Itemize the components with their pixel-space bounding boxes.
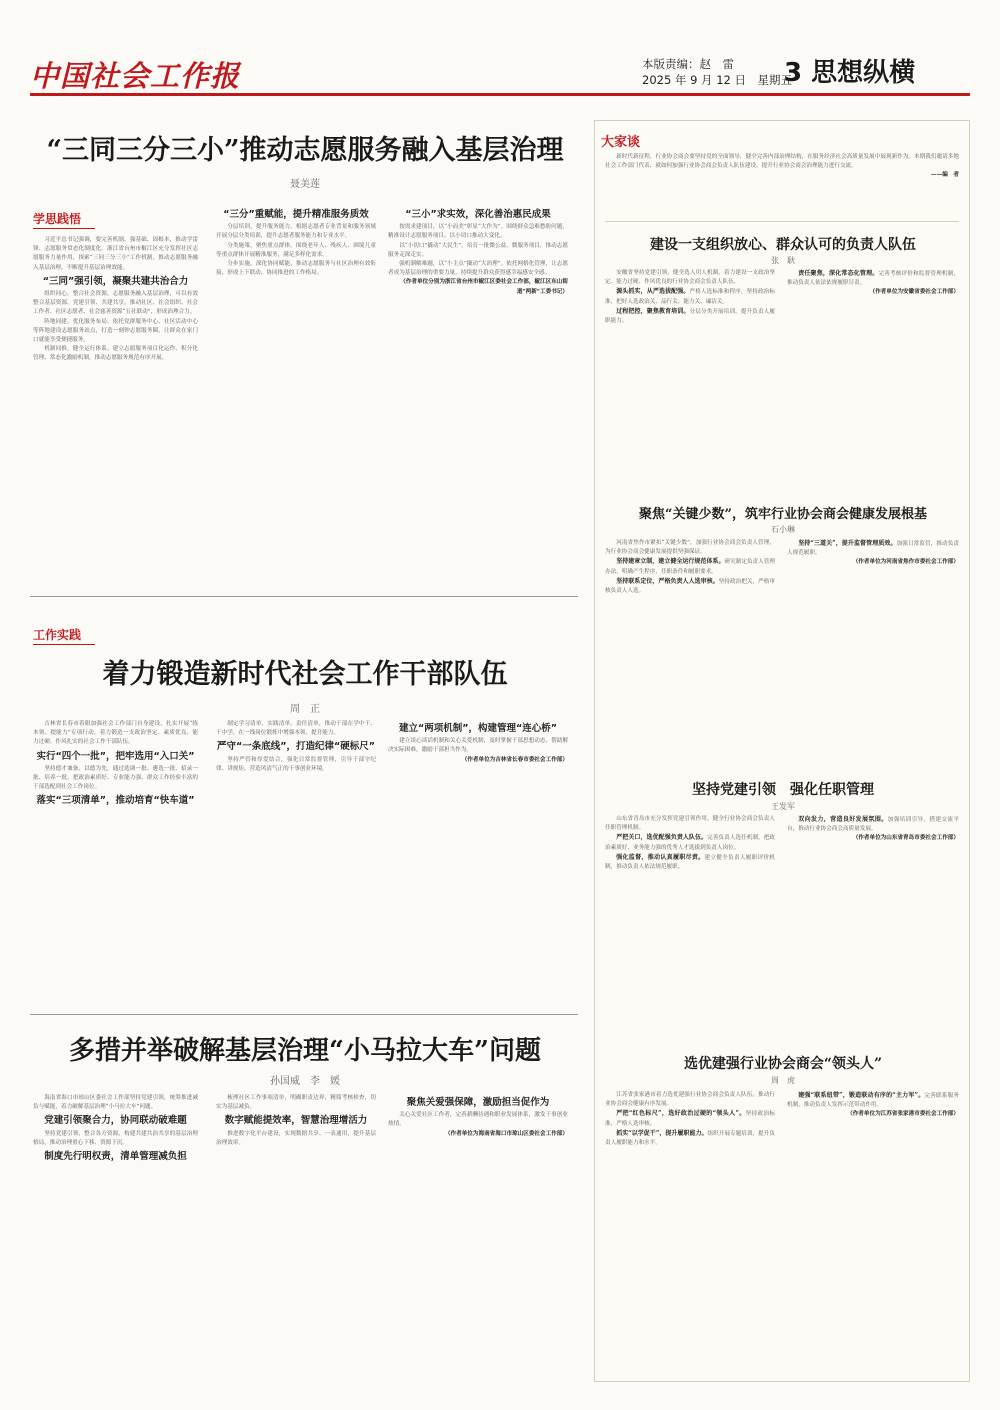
sidebar-s2-title: 聚焦“关键少数”，筑牢行业协会商会健康发展根基 [639, 507, 927, 522]
sidebar-s1-col2: 责任聚焦，深化常态化管理。完善考核评价和监督管理机制，推动负责人依法依规履职尽责。 （作者单位为安徽省委社会工作部） [787, 269, 959, 481]
article1-h1: “三同”强引领，凝聚共建共治合力 [42, 275, 189, 287]
sidebar-s3-author: 王发军 [771, 802, 795, 811]
sidebar-s3-col1: 山东省青岛市充分发挥党建引领作用，健全行业协会商会负责人任职管理机制。 严把关口，选优配强负责人队伍。完善负责人选任机制，把政治素质好、业务能力强的优秀人才选拔到负责人岗位。 强化监督，推动认真履职尽责。建立健全负责人履职评价机制，推动负责人依法规范履职。 [605, 816, 775, 871]
sidebar-s1-h1: 源头抓实，从严选拔配强。 [616, 288, 690, 296]
sidebar-s2-col1: 河南省焦作市紧扣“关键少数”，加强行业协会商会负责人管理，为行业协会商会健康发展提供坚强保证。 坚持建章立制，建立健全运行规范体系。研究制定负责人管理办法，明确产生程序、任职条件和履职要求。 坚持联系定位，严格负责人人选审核。坚持政治把关，严格审核负责人人选。 [605, 540, 775, 595]
article3-author: 孙国威 李 媛 [270, 1076, 340, 1087]
newspaper-logo: 中国社会工作报 [30, 59, 241, 93]
article3-h2: 制度先行明权责，清单管理减负担 [44, 1151, 187, 1163]
article1-column-label: 学思践悟 [33, 212, 82, 226]
sidebar-s4-col2: 建强“联系纽带”，锻造联动有序的“主力军”。完善联系服务机制，推动负责人发挥示范带动作用。 （作者单位为江苏省张家港市委社会工作部） [787, 1091, 959, 1371]
article2-author: 周 正 [290, 704, 320, 715]
sidebar-s3-h1: 严把关口，选优配强负责人队伍。 [616, 834, 708, 842]
article3-col2: 梳理社区工作事项清单，明确职责边界，精简考核检查，切实为基层减负。 数字赋能提效率，智慧治理增活力 推进数字化平台建设，实现数据共享、一表通用，提升基层治理效率。 [216, 1095, 376, 1146]
article2-col1: 吉林省长春市着眼加强社会工作部门自身建设，扎实开展“练本领、提能力”专项行动，着力锻造一支政治坚定、素质优良、能力过硬、作风扎实的社会工作干部队伍。 实行“四个一批”，把牢选用“入口关” 坚持德才兼备、以德为先，通过选调一批、遴选一批、招录一批、培养一批，把政治素质好、专业能力强、群众工作经验丰富的干部选配到社会工作岗位。 落实“三项清单”，推动培育“快车道” [33, 721, 198, 807]
article3-h1: 党建引领聚合力，协同联动破难题 [44, 1115, 187, 1127]
sidebar-s2-sign: （作者单位为河南省焦作市委社会工作部） [852, 559, 959, 566]
sidebar-intro: 新时代新征程，行业协会商会要坚持党的全面领导，健全完善内部治理结构，在服务经济社会高质量发展中展现新作为。本期我们邀请多地社会工作部门代表，就如何加强行业协会商会负责人队伍建设、提升行业协会商会治理能力进行交流。 ——编 者 [605, 153, 959, 211]
sidebar-s3-h2: 强化监督，推动认真履职尽责。 [616, 853, 705, 861]
sidebar-s1-h2: 过程把控，聚焦教育培训。 [616, 307, 690, 315]
sidebar-s2-h2: 坚持联系定位，严格负责人人选审核。 [616, 577, 719, 585]
sidebar-intro-rule [605, 221, 959, 222]
article1-bottom-rule [30, 596, 578, 597]
article1-title: “三同三分三小”推动志愿服务融入基层治理 [46, 135, 564, 166]
sidebar-s4-col1: 江苏省张家港市着力选优建强行业协会商会负责人队伍，推动行业协会商会健康有序发展。 严把“红色标尺”，选好政治过硬的“领头人”。坚持政治标准，严格人选审核。 抓实“以学促干”，提升履职能力。组织开展专题培训，提升负责人履职能力和水平。 [605, 1092, 775, 1147]
article2-signature: （作者单位为吉林省长春市委社会工作部） [461, 756, 568, 763]
sidebar-s3-h3: 双向发力，营造良好发展氛围。 [798, 816, 888, 823]
article3-col1: 海南省海口市琼山区委社会工作部坚持党建引领，统筹推进减负与赋能，着力破解基层治理“小马拉大车”问题。 党建引领聚合力，协同联动破难题 坚持党建引领，整合各方资源，构建共建共治共享的基层治理格局，推动治理重心下移、资源下沉。 制度先行明权责，清单管理减负担 [33, 1095, 198, 1163]
sidebar-s4-title: 选优建强行业协会商会“领头人” [683, 1056, 883, 1072]
article2-col3: 建立“两项机制”，构建管理“连心桥” 建立谈心谈话机制和关心关爱机制，及时掌握干部思想动态，帮助解决实际困难，激励干部担当作为。 （作者单位为吉林省长春市委社会工作部） [388, 720, 568, 1010]
masthead-divider [30, 93, 970, 96]
sidebar-s1-title: 建设一支组织放心、群众认可的负责人队伍 [650, 237, 916, 253]
sidebar-s2-col2: 坚持“三道关”，提升监督管理质效。加强日常监管，推动负责人规范履职。 （作者单位为河南省焦作市委社会工作部） [787, 539, 959, 761]
article3-signature: （作者单位为海南省海口市琼山区委社会工作部） [444, 1130, 568, 1137]
sidebar-s1-col1: 安徽省坚持党建引领，健全选人用人机制，着力建设一支政治坚定、能力过硬、作风优良的行业协会商会负责人队伍。 源头抓实，从严选拔配强。严格人选标准和程序，坚持政治标准，把好人选政治关、品行关、能力关、廉洁关。 过程把控，聚焦教育培训。分层分类开展培训，提升负责人履职能力。 [605, 270, 775, 325]
issue-date: 2025 年 9 月 12 日 星期五 [642, 73, 792, 87]
sidebar-s2-h1: 坚持建章立制，建立健全运行规范体系。 [616, 558, 725, 566]
sidebar-s2-author: 石小琳 [771, 525, 795, 534]
article2-h4: 建立“两项机制”，构建管理“连心桥” [399, 723, 557, 734]
article2-column-label: 工作实践 [33, 628, 82, 642]
sidebar-s3-col2: 双向发力，营造良好发展氛围。加强培训引导，搭建交流平台，推动行业协会商会高质量发展。 （作者单位为山东省青岛市委社会工作部） [787, 815, 959, 1043]
article2-title: 着力锻造新时代社会工作干部队伍 [102, 659, 508, 690]
discussion-sidebar [594, 120, 970, 1382]
article1-column-rule [33, 228, 95, 229]
article3-col3: 聚焦关爱强保障，激励担当促作为 关心关爱社区工作者，完善薪酬待遇和职业发展体系，激发干事创业热情。 （作者单位为海南省海口市琼山区委社会工作部） [388, 1094, 568, 1384]
sidebar-label: 大家谈 [601, 135, 641, 150]
article1-col2: “三分”重赋能，提升精准服务质效 分层培训，提升服务能力。根据志愿者专业背景和服务领域开展分层分类培训，提升志愿者服务能力和专业水平。 分类施策，聚焦重点群体。围绕老年人、残疾人、困境儿童等重点群体开展精准服务，满足多样化需求。 分步实施，深化协同赋能。推动志愿服务与社区治理有效衔接，形成上下联动、协同推进的工作格局。 [216, 209, 376, 277]
sidebar-s4-sign: （作者单位为江苏省张家港市委社会工作部） [847, 1111, 959, 1118]
sidebar-s4-author: 周 虎 [771, 1076, 795, 1085]
article2-bottom-rule [30, 1014, 578, 1015]
sidebar-s4-h2: 抓实“以学促干”，提升履职能力。 [616, 1129, 708, 1137]
article2-h1: 实行“四个一批”，把牢选用“入口关” [36, 750, 195, 762]
article2-h2: 落实“三项清单”，推动培育“快车道” [36, 795, 195, 807]
sidebar-intro-sign: ——编 者 [931, 172, 959, 179]
sidebar-s2-h3: 坚持“三道关”，提升监督管理质效。 [798, 540, 897, 547]
sidebar-s3-sign: （作者单位为山东省青岛市委社会工作部） [852, 835, 959, 842]
issue-meta [642, 56, 792, 88]
page-section-title: 3 思想纵横 [784, 58, 916, 88]
page-editor: 本版责编：赵 雷 [642, 57, 734, 71]
sidebar-s1-author: 张 耿 [771, 256, 795, 265]
article3-h4: 聚焦关爱强保障，激励担当促作为 [406, 1097, 550, 1108]
article1-signature: （作者单位分别为浙江省台州市椒江区委社会工作部，椒江区东山街道“两新”工委书记） [400, 279, 568, 295]
article1-col3: “三小”求实效，深化善治惠民成果 按需求建项目，以“小而美”彰显“大作为”。围绕群众急难愁盼问题，精准设计志愿服务项目，以小切口推动大变化。 以“小切口”撬动“大民生”。培育一批微公益、微服务项目，推动志愿服务走深走实。 强机制解难题，以“小主点”撬动“大治理”。依托网格化管理，让志愿者成为基层治理的重要力量，持续提升群众获得感幸福感安全感。 （作者单位分别为浙江省台州市椒江区委社会工作部，椒江区东山街道“两新”工委书记） [388, 206, 568, 588]
sidebar-s4-h3: 建强“联系纽带”，锻造联动有序的“主力军”。 [798, 1092, 925, 1099]
article3-h3: 数字赋能提效率，智慧治理增活力 [224, 1115, 368, 1127]
article2-col2: 制定学习清单、实践清单、责任清单，推动干部在学中干、干中学，在一线岗位锻炼中增强本领、提升能力。 严守“一条底线”，打造纪律“硬标尺” 坚持严管和厚爱结合，强化日常监督管理，引导干部守纪律、讲规矩，营造风清气正的干事创业环境。 [216, 721, 376, 772]
article3-title: 多措并举破解基层治理“小马拉大车”问题 [69, 1036, 541, 1066]
sidebar-s4-h1: 严把“红色标尺”，选好政治过硬的“领头人”。 [616, 1110, 746, 1118]
sidebar-s3-title: 坚持党建引领 强化任职管理 [692, 782, 874, 798]
article1-author: 聂美莲 [290, 179, 320, 190]
article1-col1: 习近平总书记强调，要完善机制、强基础、固根本，推动学雷锋、志愿服务常态化制度化。浙江省台州市椒江区充分发挥社区志愿服务力量作用，探索“三同三分三小”工作机制，推动志愿服务融入基层治理，不断提升基层治理效能。 “三同”强引领，凝聚共建共治合力 组织同心，整合社会资源。志愿服务融入基层治理，可以有效整合基层资源。党建引领、共建共享，推动社区、社会组织、社会工作者、社区志愿者、社会慈善资源“五社联动”，形成治理合力。 阵地同建，优化服务布局。依托党群服务中心、社区活动中心等阵地建设志愿服务站点，打造一刻钟志愿服务圈，让群众在家门口就能享受便捷服务。 机制同推，健全运行体系。建立志愿服务项目化运作、积分化管理、常态化激励机制，推动志愿服务规范有序开展。 [33, 237, 198, 362]
article2-column-rule [33, 644, 95, 645]
article1-h3: “三小”求实效，深化善治惠民成果 [405, 209, 551, 220]
masthead [0, 0, 1000, 98]
sidebar-s1-h3: 责任聚焦，深化常态化管理。 [798, 270, 879, 277]
article2-h3: 严守“一条底线”，打造纪律“硬标尺” [217, 741, 375, 753]
article1-h2: “三分”重赋能，提升精准服务质效 [223, 209, 369, 220]
sidebar-s1-sign: （作者单位为安徽省委社会工作部） [869, 289, 959, 296]
